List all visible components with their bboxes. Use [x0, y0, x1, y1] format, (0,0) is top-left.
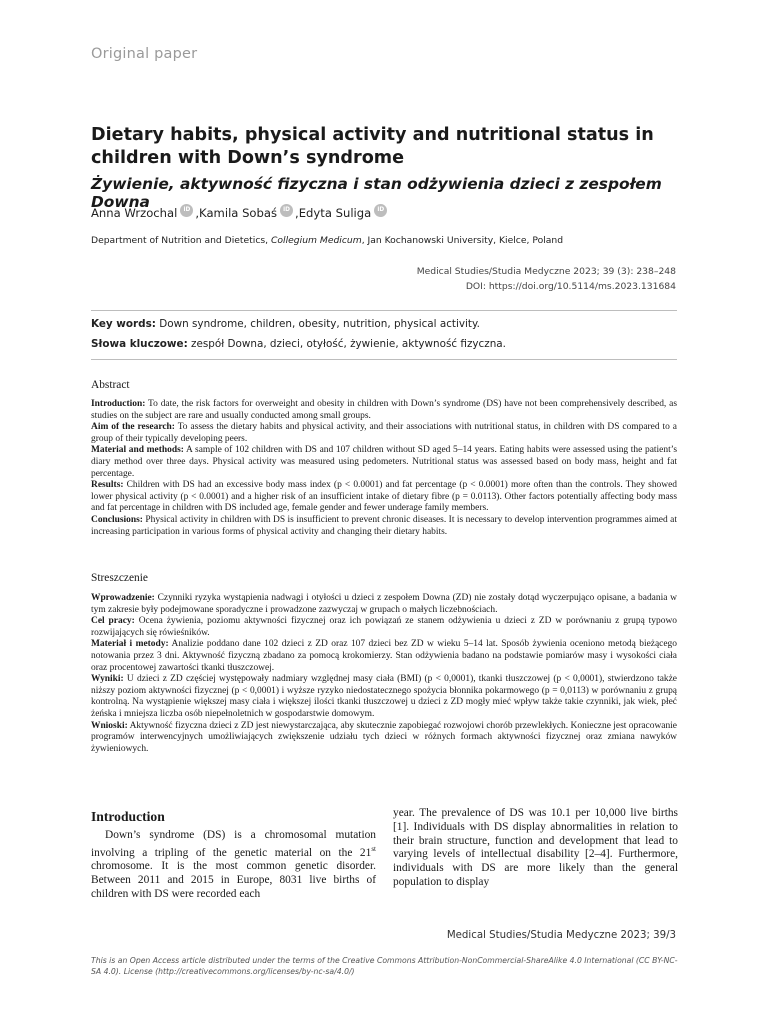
streszczenie-heading: Streszczenie [91, 572, 148, 584]
abstract-label: Conclusions: [91, 514, 143, 525]
running-footer: Medical Studies/Studia Medyczne 2023; 39/3 [446, 930, 676, 941]
article-type-label: Original paper [91, 46, 198, 62]
abstract-heading: Abstract [91, 379, 130, 391]
abstract-label: Cel pracy: [91, 616, 135, 627]
abstract-label: Material and methods: [91, 445, 184, 456]
abstract-label: Introduction: [91, 399, 146, 409]
abstract-text: Analizie poddano dane 102 dzieci z ZD oraz 107 dzieci bez ZD w wieku 5–14 lat. Sposób żywienia oceniono metodą bieżącego notowania przez 3 dni. Aktywność fizyczną zbadano za pomocą krokomierzy. Stan odżywienia badano na podstawie pomiarów masy i wysokości ciała oraz procentowej zawartości tkanki tłuszczowej. [91, 639, 677, 673]
streszczenie-body [91, 593, 677, 755]
divider [91, 310, 677, 311]
author-name[interactable]: Edyta Suliga [298, 206, 372, 220]
license-note: This is an Open Access article distributed under the terms of the Creative Commons Attribution-NonCommercial-ShareAlike 4.0 International (CC BY-NC-SA 4.0). License (http://creativecommons.org/licenses/by-nc-sa/4.0/) [91, 956, 678, 976]
abstract-paragraph [91, 639, 677, 674]
citation-line: Medical Studies/Studia Medyczne 2023; 39 (3): 238–248 [416, 266, 676, 277]
keywords-label: Key words: [91, 318, 156, 330]
abstract-paragraph [91, 422, 677, 445]
abstract-paragraph [91, 721, 677, 756]
abstract-paragraph [91, 515, 677, 538]
keywords-label: Słowa kluczowe: [91, 338, 188, 350]
abstract-paragraph [91, 445, 677, 480]
abstract-label: Results: [91, 480, 124, 491]
abstract-label: Aim of the research: [91, 422, 175, 433]
affiliation [91, 235, 563, 246]
journal-citation [417, 265, 676, 294]
abstract-text: U dzieci z ZD częściej występowały nadmiary względnej masy ciała (BMI) (p < 0,0001), tkanki tłuszczowej (p < 0,0001), stwierdzono także niższy poziom aktywności fizycznej (p < 0,0001) i wyższe ryzyko niedostatecznego spożycia błonnika pokarmowego (p = 0,0113) w porównaniu z grupą kontrolną. Na wystąpienie większej masy ciała i większej ilości tkanki tłuszczowej u dzieci z ZD mogły mieć wpływ także takie czynniki, jak wiek, płeć żeńska i mniejsza liczba osób niepełnoletnich w gospodarstwie domowym. [91, 674, 677, 719]
superscript: st [371, 844, 376, 853]
author-separator: , [195, 206, 200, 220]
introduction-heading: Introduction [91, 809, 165, 824]
author-name[interactable]: Kamila Sobaś [199, 206, 278, 220]
affiliation-text: , Jan Kochanowski University, Kielce, Poland [361, 235, 564, 246]
body-paragraph [91, 829, 376, 902]
abstract-paragraph [91, 616, 677, 639]
author-separator: , [295, 206, 299, 220]
abstract-label: Materiał i metody: [91, 639, 169, 650]
abstract-label: Wyniki: [91, 674, 124, 685]
abstract-text: To date, the risk factors for overweight and obesity in children with Down’s syndrome (DS) have not been comprehensively described, as studies on the subject are rare and usually conducted among small groups. [91, 399, 677, 421]
body-column-right [393, 807, 678, 890]
abstract-text: Children with DS had an excessive body mass index (p < 0.0001) and fat percentage (p < 0.0001) more often than the controls. They showed lower physical activity (p < 0.0001) and a higher risk of an insufficient intake of dietary fibre (p = 0.0113). Other factors potentially affecting body mass and fat percentage in children with DS included age, female gender and fewer underage family members. [91, 480, 677, 514]
abstract-paragraph [91, 480, 677, 515]
article-title: Dietary habits, physical activity and nutritional status in children with Down’s syndrome [91, 125, 654, 168]
abstract-label: Wprowadzenie: [91, 593, 155, 603]
orcid-icon[interactable]: iD [180, 204, 193, 217]
author-name[interactable]: Anna Wrzochal [91, 206, 178, 220]
article-title-polish: Żywienie, aktywność fizyczna i stan odżywienia dzieci z zespołem Downa [91, 175, 662, 211]
abstract-label: Wnioski: [91, 720, 128, 731]
affiliation-text: Department of Nutrition and Dietetics, [91, 235, 272, 246]
keywords-text: zespół Downa, dzieci, otyłość, żywienie, aktywność fizyczna. [187, 338, 506, 350]
abstract-text: A sample of 102 children with DS and 107 children without SD aged 5–14 years. Eating habits were assessed using the patient’s diary method over three days. Physical activity was measured using pedometers. Nutritional status was assessed based on body mass, height and fat percentage. [91, 445, 677, 479]
orcid-icon[interactable]: iD [374, 204, 387, 217]
body-paragraph: year. The prevalence of DS was 10.1 per 10,000 live births [1]. Individuals with DS display abnormalities in relation to their brain structure, function and development that lead to varying levels of intellectual disability [2–4]. Furthermore, individuals with DS are more likely than the general population to display [393, 807, 678, 888]
orcid-icon[interactable]: iD [280, 204, 293, 217]
abstract-text: Ocena żywienia, poziomu aktywności fizycznej oraz ich powiązań ze stanem odżywienia u dzieci z ZD w porównaniu z grupą typowo rozwijających się rówieśników. [91, 616, 677, 638]
abstract-paragraph [91, 399, 677, 422]
author-list [91, 206, 389, 220]
abstract-text: Physical activity in children with DS is insufficient to prevent chronic diseases. It is necessary to develop intervention programmes aimed at increasing participation in various forms of physical activity and changing their dietary habits. [91, 514, 677, 537]
keywords-text: Down syndrome, children, obesity, nutrition, physical activity. [155, 318, 480, 330]
abstract-text: To assess the dietary habits and physical activity, and their associations with nutritional status, in children with DS compared to a group of their typically developing peers. [91, 422, 677, 444]
abstract-paragraph [91, 674, 677, 720]
body-text: Down’s syndrome (DS) is a chromosomal mutation involving a tripling of the genetic material on the 21 [91, 829, 376, 859]
abstract-body [91, 399, 677, 538]
divider [91, 359, 677, 360]
abstract-text: Aktywność fizyczna dzieci z ZD jest niewystarczająca, aby skutecznie zapobiegać rozwojowi chorób przewlekłych. Konieczne jest opracowanie programów interwencyjnych umożliwiających zwiększenie udziału tych dzieci w różnych formach aktywności fizycznej oraz zmiana nawyków żywieniowych. [91, 720, 677, 754]
abstract-paragraph [91, 593, 677, 616]
affiliation-college: Collegium Medicum [271, 235, 362, 246]
abstract-text: Czynniki ryzyka wystąpienia nadwagi i otyłości u dzieci z zespołem Downa (ZD) nie zostały dotąd wyczerpująco opisane, a badania w tym zakresie były podejmowane sporadyczne i prowadzone zazwyczaj w grupach o małych liczebnościach. [91, 593, 677, 615]
body-column-left [91, 829, 376, 902]
keywords-pl [91, 338, 506, 350]
doi-link[interactable]: DOI: https://doi.org/10.5114/ms.2023.131684 [465, 280, 676, 292]
keywords-en [91, 318, 480, 330]
body-text: chromosome. It is the most common genetic disorder. Between 2011 and 2015 in Europe, 8031 live births of children with DS were recorded each [91, 860, 376, 900]
